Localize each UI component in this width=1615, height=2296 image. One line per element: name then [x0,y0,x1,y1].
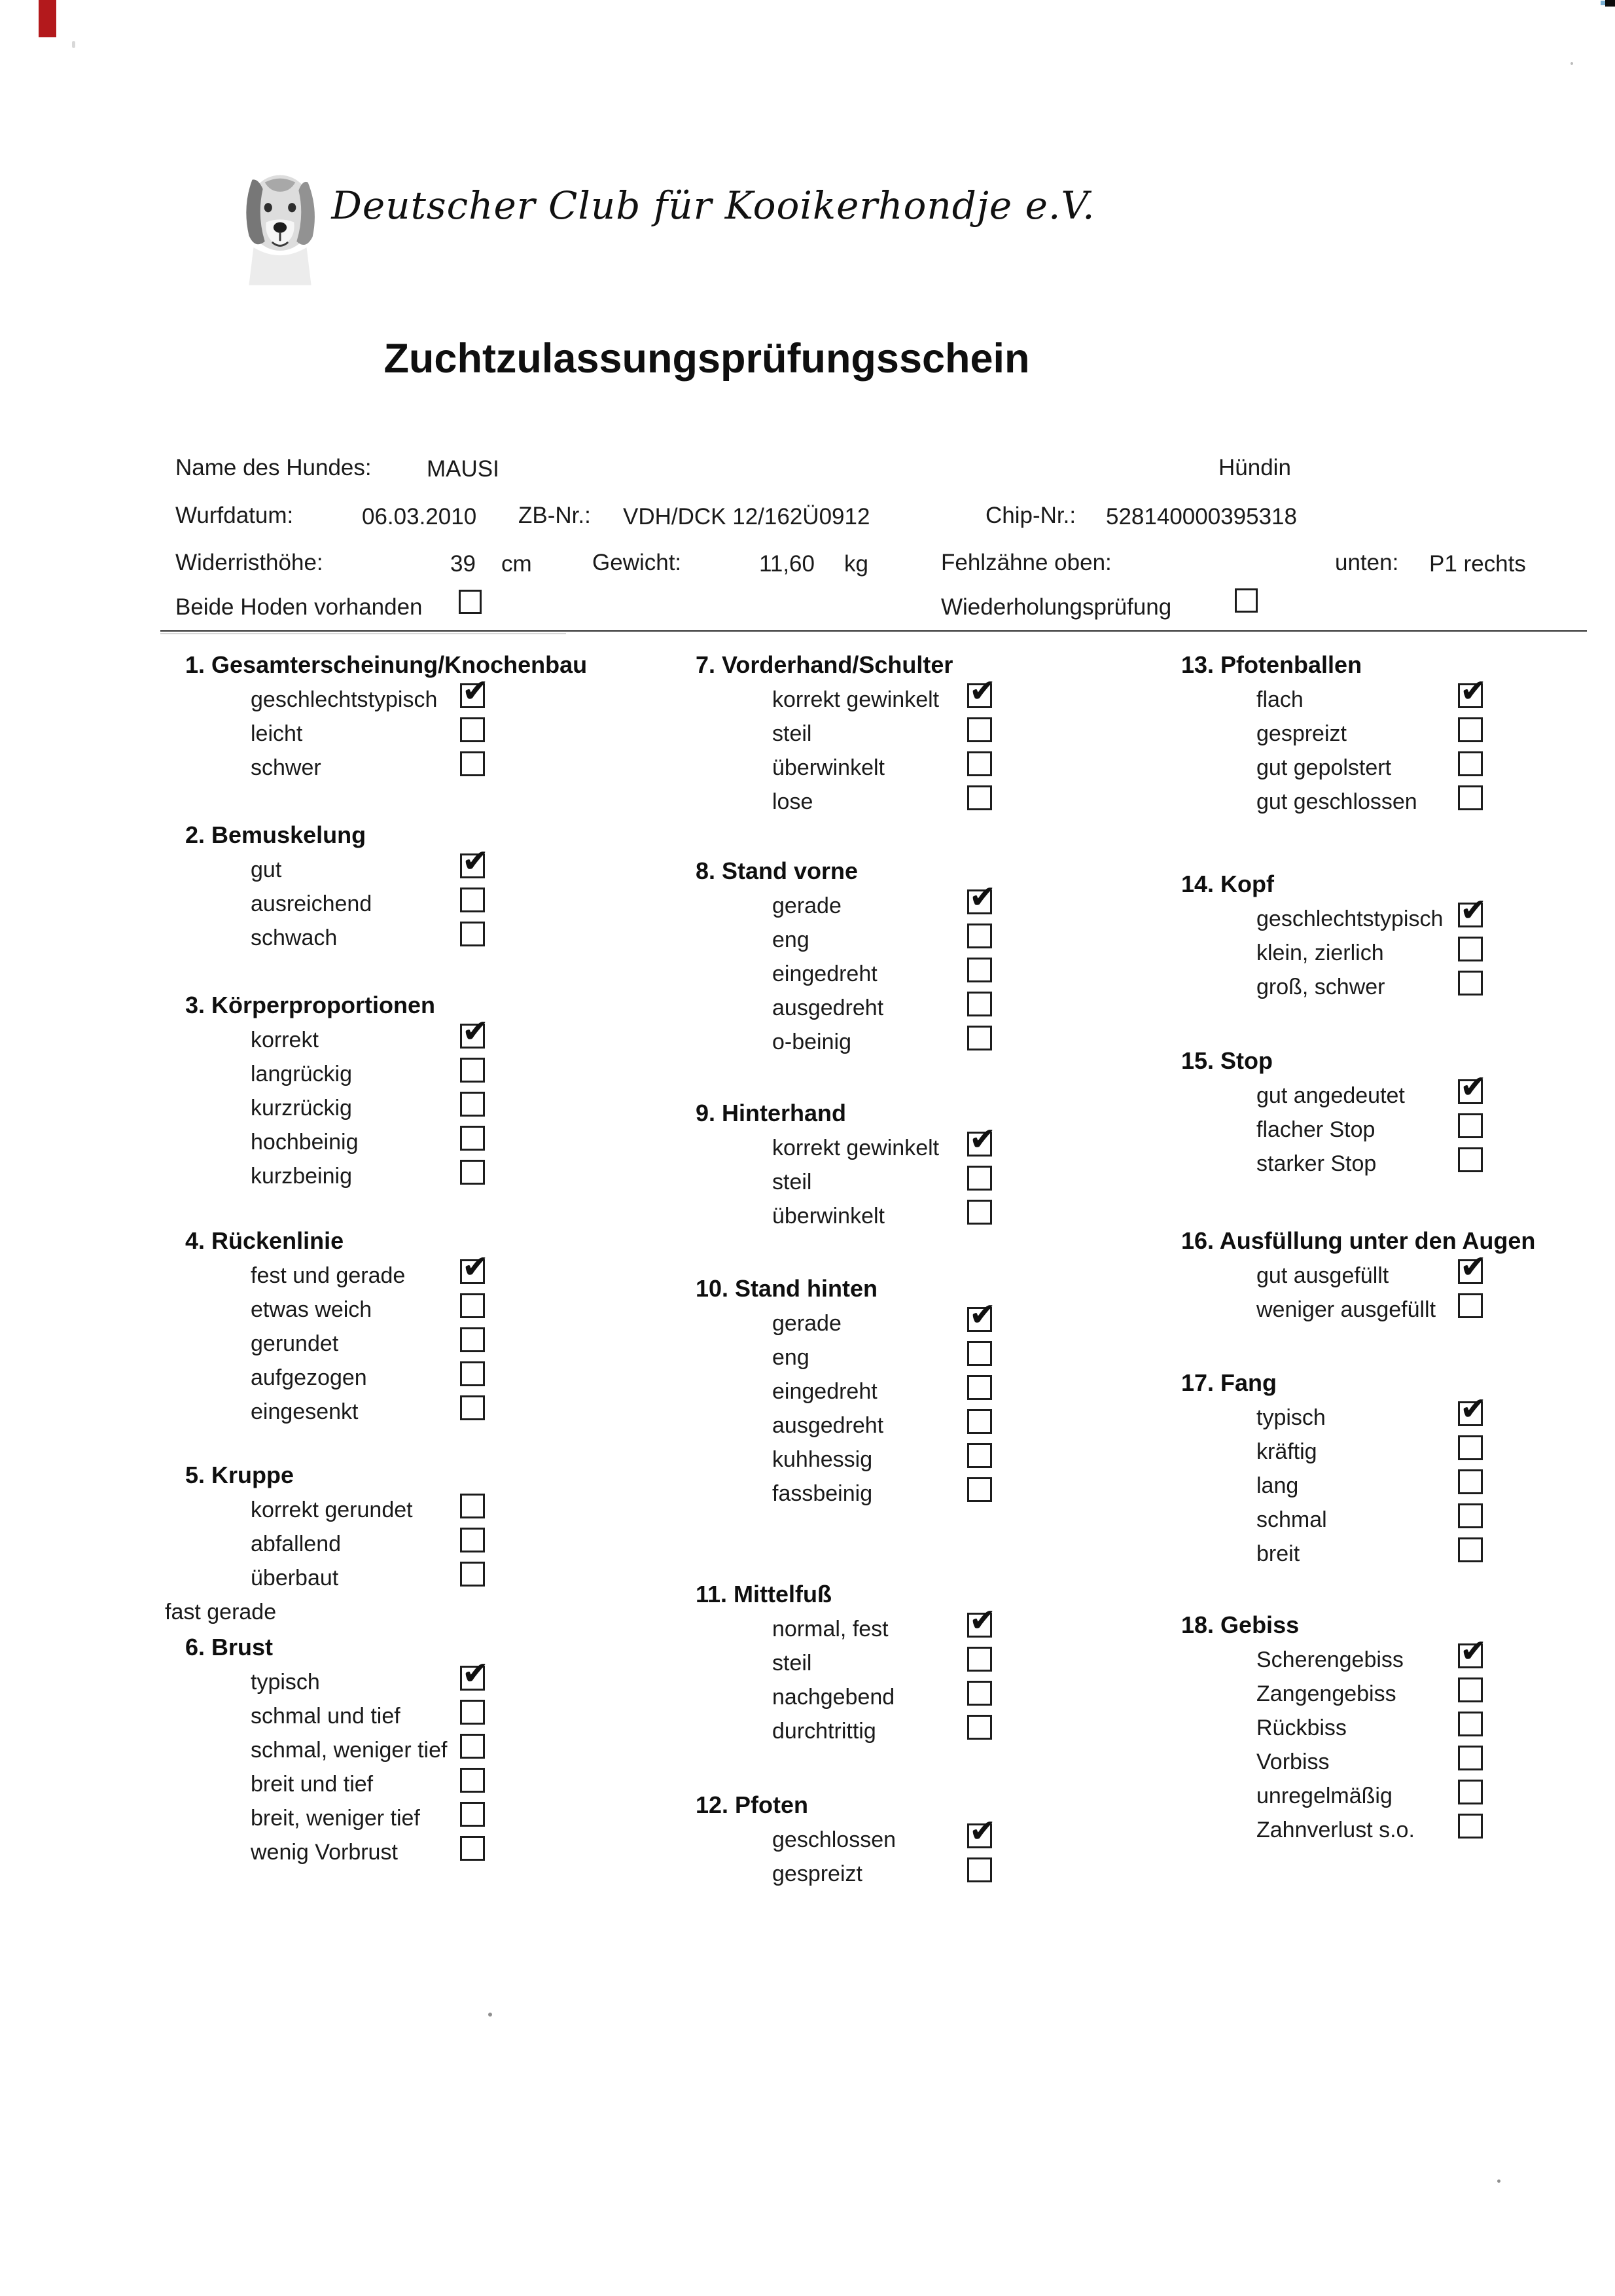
option-label-rückbiss: Rückbiss [1256,1715,1347,1740]
option-label-groß-schwer: groß, schwer [1256,975,1385,999]
option-label-fest-und-gerade: fest und gerade [251,1263,406,1288]
option-label-weniger-ausgefüllt: weniger ausgefüllt [1256,1297,1436,1322]
section-8-title: 8. Stand vorne [696,857,859,884]
checkbox-klein-zierlich[interactable] [1458,937,1483,961]
checkbox-unregelmäßig[interactable] [1458,1780,1483,1804]
checkbox-durchtrittig[interactable] [967,1715,992,1740]
checkbox-normal-fest[interactable] [967,1602,997,1639]
option-label-korrekt-gewinkelt: korrekt gewinkelt [772,687,940,712]
checkbox-nachgebend[interactable] [967,1681,992,1706]
section-13-title: 13. Pfotenballen [1181,651,1362,678]
checkbox-typisch[interactable] [460,1655,489,1692]
check-icon: ✔ [1460,1390,1487,1427]
checkbox-geschlossen[interactable] [967,1812,997,1850]
checkbox-gerade[interactable] [967,878,997,916]
repeat-exam-label: Wiederholungsprüfung [941,594,1172,620]
option-label-typisch: typisch [251,1670,320,1695]
option-label-starker-stop: starker Stop [1256,1151,1377,1176]
checkbox-breit-weniger-tief[interactable] [460,1802,485,1827]
check-icon: ✔ [969,1812,997,1850]
option-label-breit-und-tief: breit und tief [251,1772,374,1797]
checkbox-kurzbeinig[interactable] [460,1160,485,1185]
checkbox-rückbiss[interactable] [1458,1712,1483,1736]
missing-teeth-label: Fehlzähne oben: [941,550,1112,575]
checkbox-breit[interactable] [1458,1537,1483,1562]
checkbox-wiederholungspruefung[interactable] [1235,588,1258,613]
section-15-title: 15. Stop [1181,1047,1273,1074]
option-label-ausgedreht: ausgedreht [772,996,884,1020]
chipnr-label: Chip-Nr.: [985,503,1076,528]
dog-name-label: Name des Hundes: [175,455,372,480]
option-label-klein-zierlich: klein, zierlich [1256,941,1384,965]
checkbox-zahnverlust-s-o[interactable] [1458,1814,1483,1839]
scan-speck [1571,62,1573,65]
checkbox-gut-angedeutet[interactable] [1458,1068,1487,1105]
option-label-nachgebend: nachgebend [772,1685,895,1710]
scan-speck [72,41,75,48]
option-label-schmal-und-tief: schmal und tief [251,1704,400,1729]
checkbox-eingesenkt[interactable] [460,1395,485,1420]
lower-value: P1 rechts [1429,551,1526,577]
option-label-langrückig: langrückig [251,1062,352,1086]
checkbox-langrückig[interactable] [460,1058,485,1083]
sex-value: Hündin [1218,455,1291,480]
divider-line [160,630,1587,632]
checkbox-geschlechtstypisch[interactable] [460,672,489,709]
option-label-ausgedreht: ausgedreht [772,1413,884,1438]
check-icon: ✔ [1460,891,1487,929]
option-label-gut-ausgefüllt: gut ausgefüllt [1256,1263,1389,1288]
withers-value: 39 [450,551,476,577]
checkbox-kurzrückig[interactable] [460,1092,485,1117]
checkbox-korrekt[interactable] [460,1013,489,1050]
section-4-title: 4. Rückenlinie [185,1227,344,1254]
option-label-lose: lose [772,789,813,814]
option-label-fast-gerade: fast gerade [165,1600,277,1624]
option-label-gespreizt: gespreizt [772,1861,862,1886]
checkbox-gespreizt[interactable] [967,1857,992,1882]
checkbox-starker-stop[interactable] [1458,1147,1483,1172]
check-icon: ✔ [969,1602,997,1639]
section-6-title: 6. Brust [185,1634,274,1660]
checkbox-überwinkelt[interactable] [967,751,992,776]
checkbox-schmal[interactable] [1458,1503,1483,1528]
zbnr-label: ZB-Nr.: [518,503,591,528]
checkbox-eng[interactable] [967,1341,992,1366]
checkbox-fest-und-gerade[interactable] [460,1248,489,1285]
option-label-geschlechtstypisch: geschlechtstypisch [251,687,438,712]
option-label-lang: lang [1256,1473,1299,1498]
section-5-title: 5. Kruppe [185,1462,294,1488]
section-11-title: 11. Mittelfuß [696,1581,832,1607]
check-icon: ✔ [462,672,489,709]
option-label-geschlossen: geschlossen [772,1827,896,1852]
section-9-title: 9. Hinterhand [696,1100,847,1126]
checkbox-ausreichend[interactable] [460,888,485,912]
checkbox-vorbiss[interactable] [1458,1746,1483,1770]
option-label-gut-gepolstert: gut gepolstert [1256,755,1392,780]
option-label-gerade: gerade [772,893,842,918]
option-label-schmal: schmal [1256,1507,1327,1532]
option-label-kräftig: kräftig [1256,1439,1317,1464]
checkbox-etwas-weich[interactable] [460,1293,485,1318]
weight-unit: kg [844,551,868,577]
option-label-überbaut: überbaut [251,1566,339,1590]
option-label-korrekt: korrekt [251,1028,319,1052]
option-label-steil: steil [772,1170,812,1194]
withers-unit: cm [501,551,532,577]
section-12-title: 12. Pfoten [696,1791,809,1818]
checkbox-geschlechtstypisch[interactable] [1458,891,1487,929]
option-label-flach: flach [1256,687,1304,712]
scan-artifact-corner-blue [1601,1,1605,5]
option-label-fassbeinig: fassbeinig [772,1481,873,1506]
scan-artifact-corner-black [1605,0,1615,7]
option-label-kuhhessig: kuhhessig [772,1447,873,1472]
checkbox-überwinkelt[interactable] [967,1200,992,1225]
lower-label: unten: [1335,550,1399,575]
check-icon: ✔ [1460,672,1487,709]
checkbox-scherengebiss[interactable] [1458,1632,1487,1670]
scan-artifact-red-mark [39,0,56,37]
option-label-breit: breit [1256,1541,1300,1566]
checkbox-beide-hoden-vorhanden[interactable] [459,590,482,614]
option-label-etwas-weich: etwas weich [251,1297,372,1322]
section-14-title: 14. Kopf [1181,870,1275,897]
dog-name-value: MAUSI [427,456,499,482]
checkbox-lose[interactable] [967,785,992,810]
section-7-title: 7. Vorderhand/Schulter [696,651,953,678]
option-label-zahnverlust-s-o: Zahnverlust s.o. [1256,1818,1415,1842]
checkbox-korrekt-gewinkelt[interactable] [967,1121,997,1158]
option-label-unregelmäßig: unregelmäßig [1256,1784,1393,1808]
option-label-eingedreht: eingedreht [772,1379,878,1404]
check-icon: ✔ [969,672,997,709]
option-label-eng: eng [772,1345,809,1370]
option-label-steil: steil [772,1651,812,1676]
club-name: Deutscher Club für Kooikerhondje e.V. [331,183,1095,228]
check-icon: ✔ [462,1248,489,1285]
option-label-überwinkelt: überwinkelt [772,755,885,780]
checkbox-eingedreht[interactable] [967,958,992,982]
check-icon: ✔ [1460,1248,1487,1285]
section-2-title: 2. Bemuskelung [185,821,366,848]
checkbox-gut-geschlossen[interactable] [1458,785,1483,810]
checkbox-wenig-vorbrust[interactable] [460,1836,485,1861]
option-label-breit-weniger-tief: breit, weniger tief [251,1806,420,1831]
option-label-normal-fest: normal, fest [772,1617,889,1641]
checkbox-ausgedreht[interactable] [967,1409,992,1434]
option-label-abfallend: abfallend [251,1532,342,1556]
section-17-title: 17. Fang [1181,1369,1277,1396]
option-label-schwer: schwer [251,755,321,780]
checkbox-schwach[interactable] [460,922,485,946]
option-label-gerade: gerade [772,1311,842,1336]
option-label-zangengebiss: Zangengebiss [1256,1681,1396,1706]
checkbox-steil[interactable] [967,1166,992,1191]
checkbox-aufgezogen[interactable] [460,1361,485,1386]
option-label-durchtrittig: durchtrittig [772,1719,876,1744]
checkbox-ausgedreht[interactable] [967,992,992,1016]
checkbox-flacher-stop[interactable] [1458,1113,1483,1138]
testicles-label: Beide Hoden vorhanden [175,594,423,620]
option-label-korrekt-gerundet: korrekt gerundet [251,1498,413,1522]
option-label-schmal-weniger-tief: schmal, weniger tief [251,1738,448,1763]
zbnr-value: VDH/DCK 12/162Ü0912 [623,504,870,529]
checkbox-hochbeinig[interactable] [460,1126,485,1151]
checkbox-schwer[interactable] [460,751,485,776]
option-label-aufgezogen: aufgezogen [251,1365,367,1390]
check-icon: ✔ [1460,1068,1487,1105]
checkbox-abfallend[interactable] [460,1528,485,1552]
option-label-gut-angedeutet: gut angedeutet [1256,1083,1405,1108]
scan-speck [1497,2179,1500,2183]
checkbox-gerundet[interactable] [460,1327,485,1352]
section-16-title: 16. Ausfüllung unter den Augen [1181,1227,1536,1254]
birthdate-label: Wurfdatum: [175,503,294,528]
withers-label: Widerristhöhe: [175,550,323,575]
option-label-leicht: leicht [251,721,303,746]
checkbox-leicht[interactable] [460,717,485,742]
checkbox-typisch[interactable] [1458,1390,1487,1427]
option-label-eng: eng [772,927,809,952]
checkbox-schmal-weniger-tief[interactable] [460,1734,485,1759]
checkbox-kräftig[interactable] [1458,1435,1483,1460]
checkbox-gerade[interactable] [967,1296,997,1333]
birthdate-value: 06.03.2010 [362,504,477,529]
option-label-typisch: typisch [1256,1405,1326,1430]
option-label-steil: steil [772,721,812,746]
option-label-eingedreht: eingedreht [772,961,878,986]
checkbox-flach[interactable] [1458,672,1487,709]
check-icon: ✔ [462,842,489,880]
option-label-ausreichend: ausreichend [251,891,372,916]
checkbox-lang[interactable] [1458,1469,1483,1494]
checkbox-gespreizt[interactable] [1458,717,1483,742]
check-icon: ✔ [969,1121,997,1158]
checkbox-eng[interactable] [967,924,992,948]
checkbox-o-beinig[interactable] [967,1026,992,1050]
section-3-title: 3. Körperproportionen [185,992,436,1018]
option-label-eingesenkt: eingesenkt [251,1399,359,1424]
section-18-title: 18. Gebiss [1181,1611,1300,1638]
checkbox-korrekt-gewinkelt[interactable] [967,672,997,709]
checkbox-kuhhessig[interactable] [967,1443,992,1468]
option-label-überwinkelt: überwinkelt [772,1204,885,1229]
option-label-gerundet: gerundet [251,1331,339,1356]
checkbox-gut-gepolstert[interactable] [1458,751,1483,776]
option-label-gespreizt: gespreizt [1256,721,1347,746]
checkbox-fassbeinig[interactable] [967,1477,992,1502]
check-icon: ✔ [462,1655,489,1692]
option-label-korrekt-gewinkelt: korrekt gewinkelt [772,1136,940,1160]
scan-speck [488,2013,492,2017]
option-label-gut-geschlossen: gut geschlossen [1256,789,1417,814]
chipnr-value: 528140000395318 [1106,504,1297,529]
checkbox-gut[interactable] [460,842,489,880]
checkbox-steil[interactable] [967,717,992,742]
option-label-wenig-vorbrust: wenig Vorbrust [251,1840,398,1865]
checkbox-schmal-und-tief[interactable] [460,1700,485,1725]
option-label-kurzrückig: kurzrückig [251,1096,352,1121]
option-label-schwach: schwach [251,925,338,950]
checkbox-gut-ausgefüllt[interactable] [1458,1248,1487,1285]
check-icon: ✔ [969,1296,997,1333]
checkbox-eingedreht[interactable] [967,1375,992,1400]
option-label-scherengebiss: Scherengebiss [1256,1647,1404,1672]
checkbox-breit-und-tief[interactable] [460,1768,485,1793]
page-title: Zuchtzulassungsprüfungsschein [383,336,1030,382]
weight-value: 11,60 [759,551,815,577]
option-label-kurzbeinig: kurzbeinig [251,1164,352,1189]
checkbox-steil[interactable] [967,1647,992,1672]
option-label-flacher-stop: flacher Stop [1256,1117,1375,1142]
option-label-vorbiss: Vorbiss [1256,1749,1330,1774]
section-1-title: 1. Gesamterscheinung/Knochenbau [185,651,588,678]
option-label-geschlechtstypisch: geschlechtstypisch [1256,906,1444,931]
option-label-gut: gut [251,857,282,882]
weight-label: Gewicht: [592,550,682,575]
checkbox-zangengebiss[interactable] [1458,1677,1483,1702]
option-label-o-beinig: o-beinig [772,1030,851,1054]
checkbox-überbaut[interactable] [460,1562,485,1587]
check-icon: ✔ [462,1013,489,1050]
section-10-title: 10. Stand hinten [696,1275,878,1302]
option-label-hochbeinig: hochbeinig [251,1130,359,1155]
checkbox-weniger-ausgefüllt[interactable] [1458,1293,1483,1318]
checkbox-groß-schwer[interactable] [1458,971,1483,996]
check-icon: ✔ [969,878,997,916]
checkbox-korrekt-gerundet[interactable] [460,1494,485,1518]
check-icon: ✔ [1460,1632,1487,1670]
